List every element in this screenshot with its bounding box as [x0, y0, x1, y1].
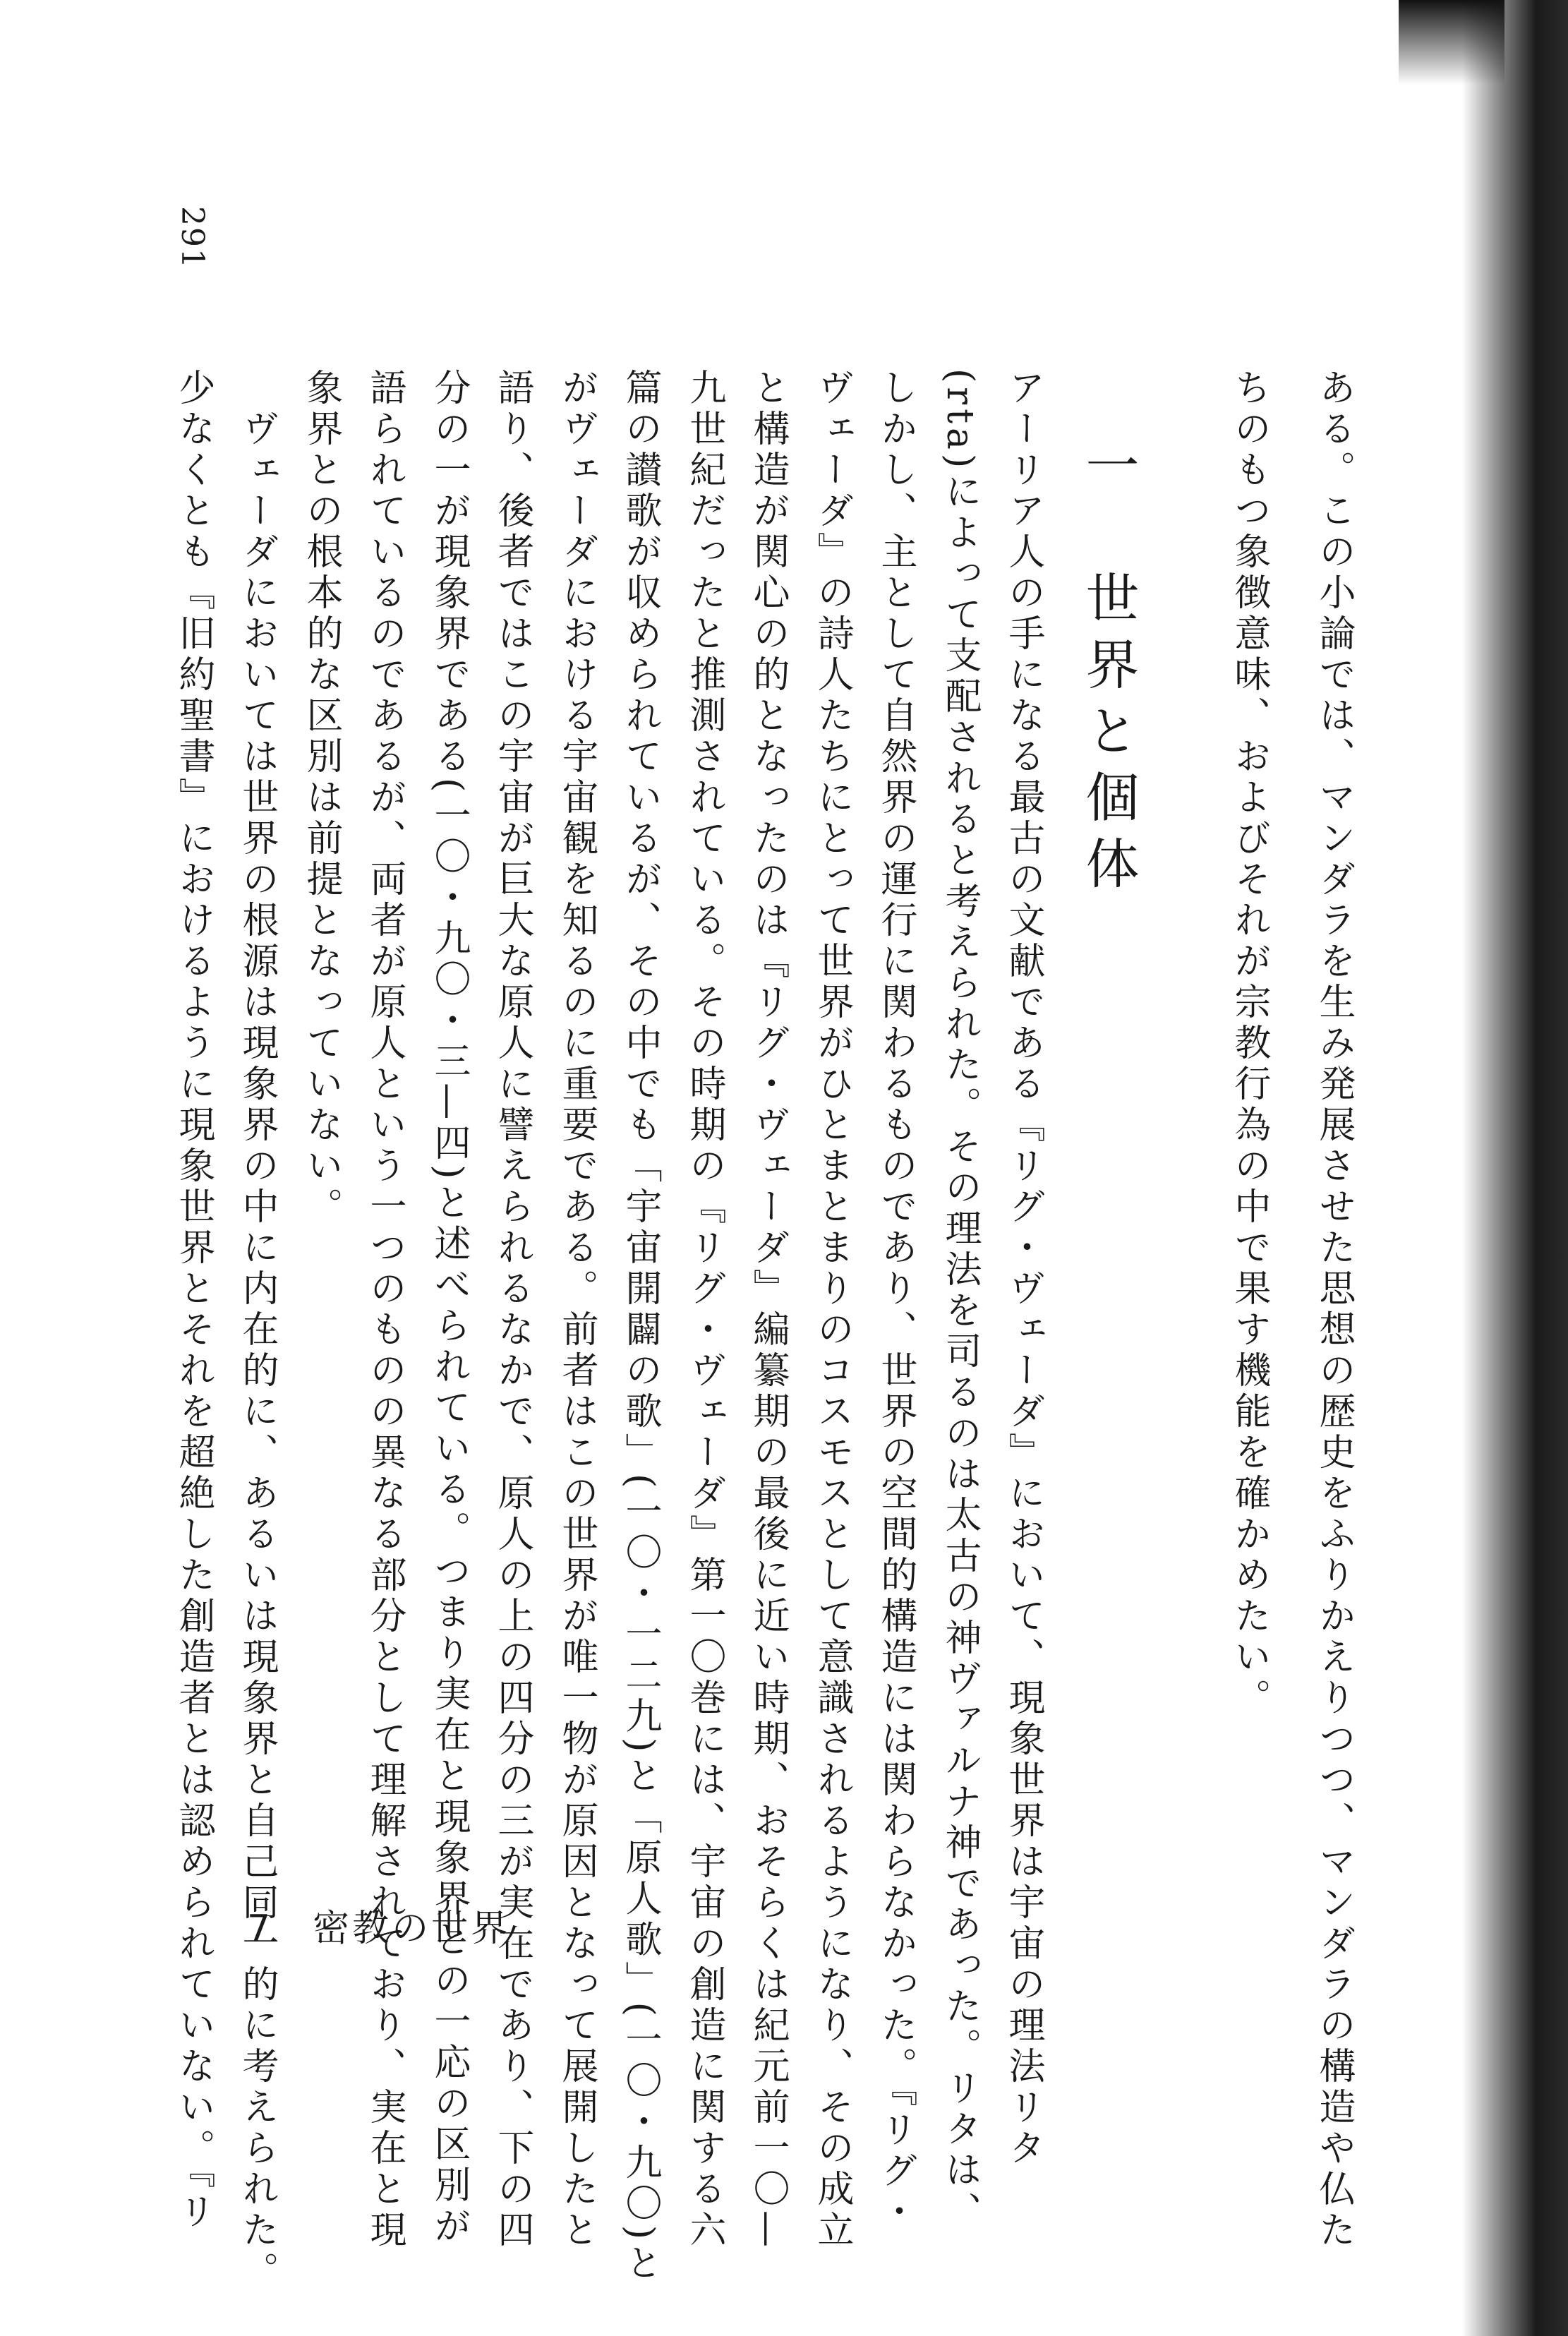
body-line: 九世紀だったと推測されている。その時期の『リグ・ヴェーダ』第一〇巻には、宇宙の創造に関する六 [683, 368, 725, 2251]
body-line: 語り、後者ではこの宇宙が巨大な原人に譬えられるなかで、原人の上の四分の三が実在であり、下の四 [491, 368, 533, 2251]
body-line: しかし、主として自然界の運行に関わるものであり、世界の空間的構造には関わらなかった。『リグ・ [874, 368, 917, 2233]
intro-line: ある。この小論では、マンダラを生み発展させた思想の歴史をふりかえりつつ、マンダラの構造や仏た [1313, 368, 1355, 2251]
body-line: ヴェーダ』の詩人たちにとって世界がひとまとまりのコスモスとして意識されるようになり、その成立 [811, 368, 853, 2251]
body-line: (rta)によって支配されると考えられた。その理法を司るのは太古の神ヴァルナ神であった。リタは、 [939, 368, 981, 2233]
section-heading: 一 世界と個体 [1077, 438, 1140, 902]
body-line: 象界との根本的な区別は前提となっていない。 [300, 368, 342, 1228]
body-line: アーリア人の手になる最古の文献である『リグ・ヴェーダ』において、現象世界は宇宙の理法リタ [1002, 368, 1044, 2169]
running-footer: 7 密教の世界 [247, 1908, 511, 1950]
body-line: 少なくとも『旧約聖書』におけるように現象世界とそれを超絶した創造者とは認められていない。『リ [172, 368, 215, 2233]
body-line: 篇の讃歌が収められているが、その中でも「宇宙開闢の歌」(一〇・一二九)と「原人歌」(一〇・九〇)と [619, 368, 661, 2285]
body-line: ヴェーダにおいては世界の根源は現象界の中に内在的に、あるいは現象界と自己同一的に考えられた。 [236, 368, 278, 2292]
scan-corner-shadow [1399, 0, 1504, 85]
body-line: 語られているのであるが、両者が原人という一つのものの異なる部分として理解されており、実在と現 [363, 368, 406, 2251]
scan-edge-shadow [1462, 0, 1568, 2336]
body-line: がヴェーダにおける宇宙観を知るのに重要である。前者はこの世界が唯一物が原因となって展開したと [555, 368, 598, 2251]
body-line: と構造が関心の的となったのは『リグ・ヴェーダ』編纂期の最後に近い時期、おそらくは紀元前一〇— [747, 368, 789, 2251]
intro-line: ちのもつ象徴意味、およびそれが宗教行為の中で果す機能を確かめたい。 [1228, 368, 1270, 1719]
body-line: 分の一が現象界である(一〇・九〇・三—四)と述べられている。つまり実在と現象界との一応の区別が [428, 368, 470, 2248]
page-number: 291 [174, 206, 210, 270]
